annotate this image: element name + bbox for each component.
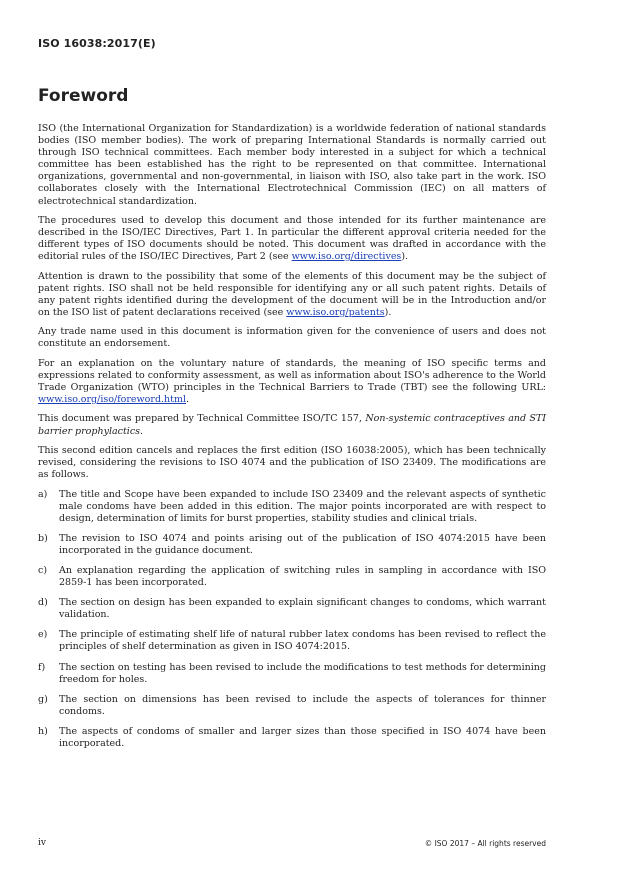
paragraph-procedures bbox=[38, 215, 546, 263]
foreword-link[interactable]: www.iso.org/iso/foreword.html bbox=[38, 394, 187, 406]
list-item-label: f) bbox=[38, 661, 46, 673]
list-item bbox=[38, 565, 546, 589]
list-item bbox=[38, 694, 546, 718]
page-number: iv bbox=[38, 838, 46, 848]
page-footer bbox=[38, 838, 546, 848]
modifications-list bbox=[38, 489, 546, 751]
list-item-text: The section on testing has been revised to include the modifications to test methods for determining freedom for holes. bbox=[59, 661, 546, 685]
paragraph-edition: This second edition cancels and replaces the first edition (ISO 16038:2005), which has been technically revised, considering the revisions to ISO 4074 and the publication of ISO 23409. The modifications are as follows. bbox=[38, 444, 546, 481]
paragraph-committee bbox=[38, 413, 546, 437]
list-item-label: h) bbox=[38, 725, 48, 737]
paragraph-trade-name: Any trade name used in this document is information given for the convenience of users and does not constitute an endorsement. bbox=[38, 326, 546, 350]
paragraph-text: Attention is drawn to the possibility that some of the elements of this document may be the subject of patent rights. ISO shall not be held responsible for identifying any or all such patent rights. Details of any patent rights identified during the development of the document will be in the Introduction and/or on the ISO list of patent declarations received (see bbox=[38, 270, 546, 318]
list-item-label: g) bbox=[38, 693, 48, 705]
list-item bbox=[38, 629, 546, 653]
page-title: Foreword bbox=[38, 86, 129, 106]
committee-title: Non-systemic contraceptives and STI barrier prophylactics bbox=[38, 413, 546, 437]
paragraph-text-end: . bbox=[140, 425, 144, 437]
list-item-text: The title and Scope have been expanded to include ISO 23409 and the relevant aspects of synthetic male condoms have been added in this edition. The major points incorporated are with respect to design, determination of limits for burst properties, stability studies and clinical trials. bbox=[59, 488, 546, 524]
copyright-notice: © ISO 2017 – All rights reserved bbox=[424, 839, 546, 848]
list-item-label: c) bbox=[38, 564, 48, 576]
list-item bbox=[38, 597, 546, 621]
list-item-text: The section on design has been expanded to explain significant changes to condoms, which warrant validation. bbox=[59, 597, 546, 621]
list-item bbox=[38, 726, 546, 750]
directives-link[interactable]: www.iso.org/directives bbox=[291, 251, 402, 263]
list-item-text: An explanation regarding the application of switching rules in sampling in accordance with ISO 2859-1 has been incorporated. bbox=[59, 564, 546, 589]
list-item-label: d) bbox=[38, 597, 48, 609]
list-item-text: The section on dimensions has been revised to include the aspects of tolerances for thinner condoms. bbox=[59, 693, 546, 717]
paragraph-text: The procedures used to develop this document and those intended for its further maintenance are described in the ISO/IEC Directives, Part 1. In particular the different approval criteria needed for the different types of ISO documents should be noted. This document was drafted in accordance with the editorial rules of the ISO/IEC Directives, Part 2 (see bbox=[38, 214, 546, 263]
list-item-label: b) bbox=[38, 532, 48, 544]
list-item-label: e) bbox=[38, 629, 48, 641]
paragraph-text-end: ). bbox=[384, 306, 392, 318]
list-item-text: The revision to ISO 4074 and points arising out of the publication of ISO 4074:2015 have been incorporated in the guidance document. bbox=[59, 532, 546, 556]
paragraph-text-end: . bbox=[186, 394, 190, 406]
paragraph-text-end: ). bbox=[401, 251, 409, 263]
list-item bbox=[38, 489, 546, 525]
paragraph-voluntary-nature bbox=[38, 358, 546, 406]
foreword-body bbox=[38, 123, 546, 758]
paragraph-patents bbox=[38, 271, 546, 319]
list-item-label: a) bbox=[38, 488, 48, 500]
list-item bbox=[38, 662, 546, 686]
paragraph-text: This document was prepared by Technical Committee ISO/TC 157, bbox=[38, 413, 366, 425]
list-item-text: The aspects of condoms of smaller and larger sizes than those specified in ISO 4074 have been incorporated. bbox=[59, 725, 546, 750]
patents-link[interactable]: www.iso.org/patents bbox=[286, 306, 385, 318]
list-item bbox=[38, 533, 546, 557]
document-header: ISO 16038:2017(E) bbox=[38, 37, 156, 50]
paragraph-iso-intro: ISO (the International Organization for Standardization) is a worldwide federation of national standards bodies (ISO member bodies). The work of preparing International Standards is normally carried out through ISO technical committees. Each member body interested in a subject for which a technical committee has been established has the right to be represented on that committee. International organizations, governmental and non-governmental, in liaison with ISO, also take part in the work. ISO collaborates closely with the International Electrotechnical Commission (IEC) on all matters of electrotechnical standardization. bbox=[38, 123, 546, 207]
paragraph-text: For an explanation on the voluntary nature of standards, the meaning of ISO specific terms and expressions related to conformity assessment, as well as information about ISO's adherence to the World Trade Organization (WTO) principles in the Technical Barriers to Trade (TBT) see the following URL: bbox=[38, 357, 546, 393]
list-item-text: The principle of estimating shelf life of natural rubber latex condoms has been revised to reflect the principles of shelf determination as given in ISO 4074:2015. bbox=[59, 629, 546, 653]
